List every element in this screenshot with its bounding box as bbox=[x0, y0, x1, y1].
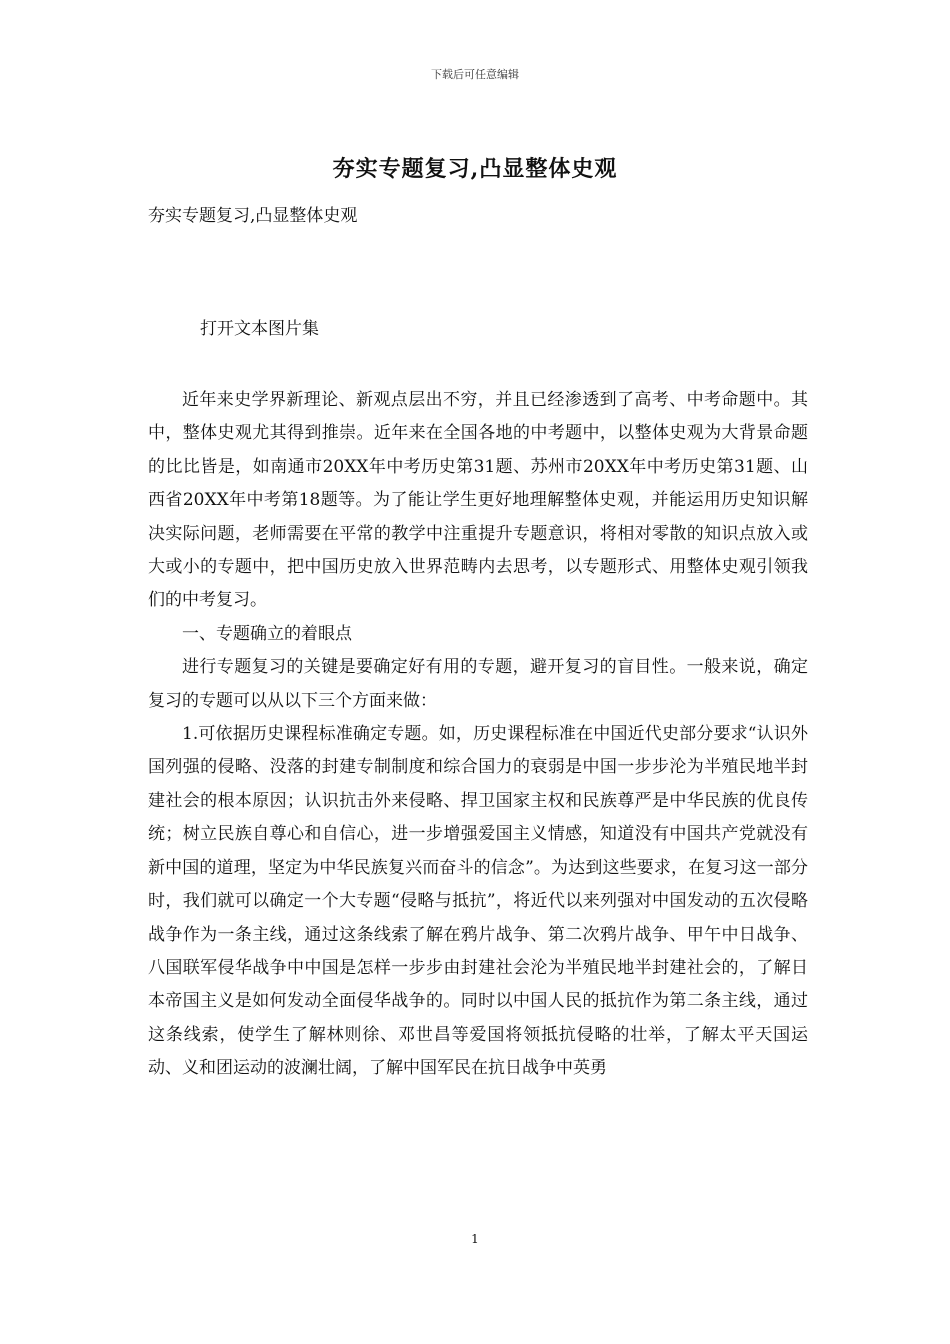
section-heading: 一、专题确立的着眼点 bbox=[182, 623, 352, 644]
paragraph-intro: 近年来史学界新理论、新观点层出不穷，并且已经渗透到了高考、中考命题中。其中，整体史观尤其得到推崇。近年来在全国各地的中考题中，以整体史观为大背景命题的比比皆是，如南通市20XX年中考历史第31题、苏州市20XX年中考历史第31题、山西省20XX年中考第18题等。为了能让学生更好地理解整体史观，并能运用历史知识解决实际问题，老师需要在平常的教学中注重提升专题意识，将相对零散的知识点放入或大或小的专题中，把中国历史放入世界范畴内去思考，以专题形式、用整体史观引领我们的中考复习。 bbox=[148, 390, 808, 611]
page-number: 1 bbox=[471, 1232, 479, 1246]
article-body bbox=[148, 384, 808, 1086]
paragraph-key: 进行专题复习的关键是要确定好有用的专题，避开复习的盲目性。一般来说，确定复习的专题可以从以下三个方面来做： bbox=[148, 657, 808, 711]
open-gallery-link[interactable]: 打开文本图片集 bbox=[200, 319, 319, 339]
paragraph-curriculum: 1.可依据历史课程标准确定专题。如，历史课程标准在中国近代史部分要求“认识外国列强的侵略、没落的封建专制制度和综合国力的衰弱是中国一步步沦为半殖民地半封建社会的根本原因；认识抗击外来侵略、捍卫国家主权和民族尊严是中华民族的优良传统；树立民族自尊心和自信心，进一步增强爱国主义情感，知道没有中国共产党就没有新中国的道理，坚定为中华民族复兴而奋斗的信念”。为达到这些要求，在复习这一部分时，我们就可以确定一个大专题“侵略与抵抗”，将近代以来列强对中国发动的五次侵略战争作为一条主线，通过这条线索了解在鸦片战争、第二次鸦片战争、甲午中日战争、八国联军侵华战争中中国是怎样一步步由封建社会沦为半殖民地半封建社会的，了解日本帝国主义是如何发动全面侵华战争的。同时以中国人民的抵抗作为第二条主线，通过这条线索，使学生了解林则徐、邓世昌等爱国将领抵抗侵略的壮举，了解太平天国运动、义和团运动的波澜壮阔，了解中国军民在抗日战争中英勇 bbox=[148, 724, 808, 1079]
page-header: 下载后可任意编辑 bbox=[431, 68, 519, 81]
document-subtitle: 夯实专题复习,凸显整体史观 bbox=[148, 206, 358, 226]
document-title: 夯实专题复习,凸显整体史观 bbox=[332, 156, 618, 182]
